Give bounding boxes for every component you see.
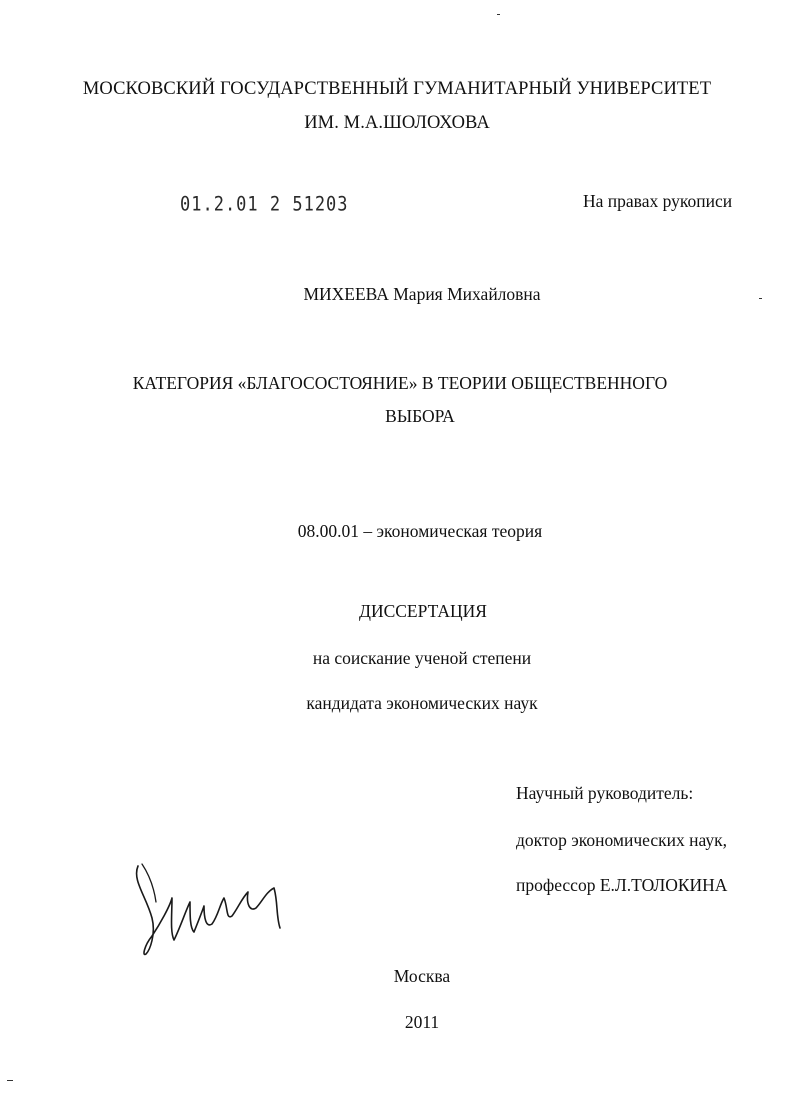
thesis-title-line1: КАТЕГОРИЯ «БЛАГОСОСТОЯНИЕ» В ТЕОРИИ ОБЩЕСТВЕННОГО	[132, 373, 668, 393]
university-name-line1: МОСКОВСКИЙ ГОСУДАРСТВЕННЫЙ ГУМАНИТАРНЫЙ УНИВЕРСИТЕТ	[82, 79, 712, 99]
supervisor-label: Научный руководитель:	[516, 783, 694, 803]
thesis-title-line2: ВЫБОРА	[385, 406, 455, 426]
supervisor-degree: доктор экономических наук,	[516, 830, 727, 850]
dissertation-heading: ДИССЕРТАЦИЯ	[359, 601, 487, 621]
scan-speck	[7, 1080, 13, 1081]
degree-line1: на соискание ученой степени	[312, 648, 532, 668]
scan-speck	[497, 14, 500, 15]
supervisor-name: профессор Е.Л.ТОЛОКИНА	[516, 875, 728, 895]
registration-stamp-number: 01.2.01 2 51203	[180, 193, 349, 216]
year: 2011	[404, 1012, 440, 1032]
degree-line2: кандидата экономических наук	[306, 693, 538, 713]
university-name-line2: ИМ. М.А.ШОЛОХОВА	[304, 113, 490, 133]
author-name: МИХЕЕВА Мария Михайловна	[303, 284, 541, 304]
city: Москва	[393, 966, 451, 986]
specialty-code: 08.00.01 – экономическая теория	[297, 521, 543, 541]
manuscript-rights-note: На правах рукописи	[583, 191, 733, 211]
author-signature	[128, 858, 288, 963]
